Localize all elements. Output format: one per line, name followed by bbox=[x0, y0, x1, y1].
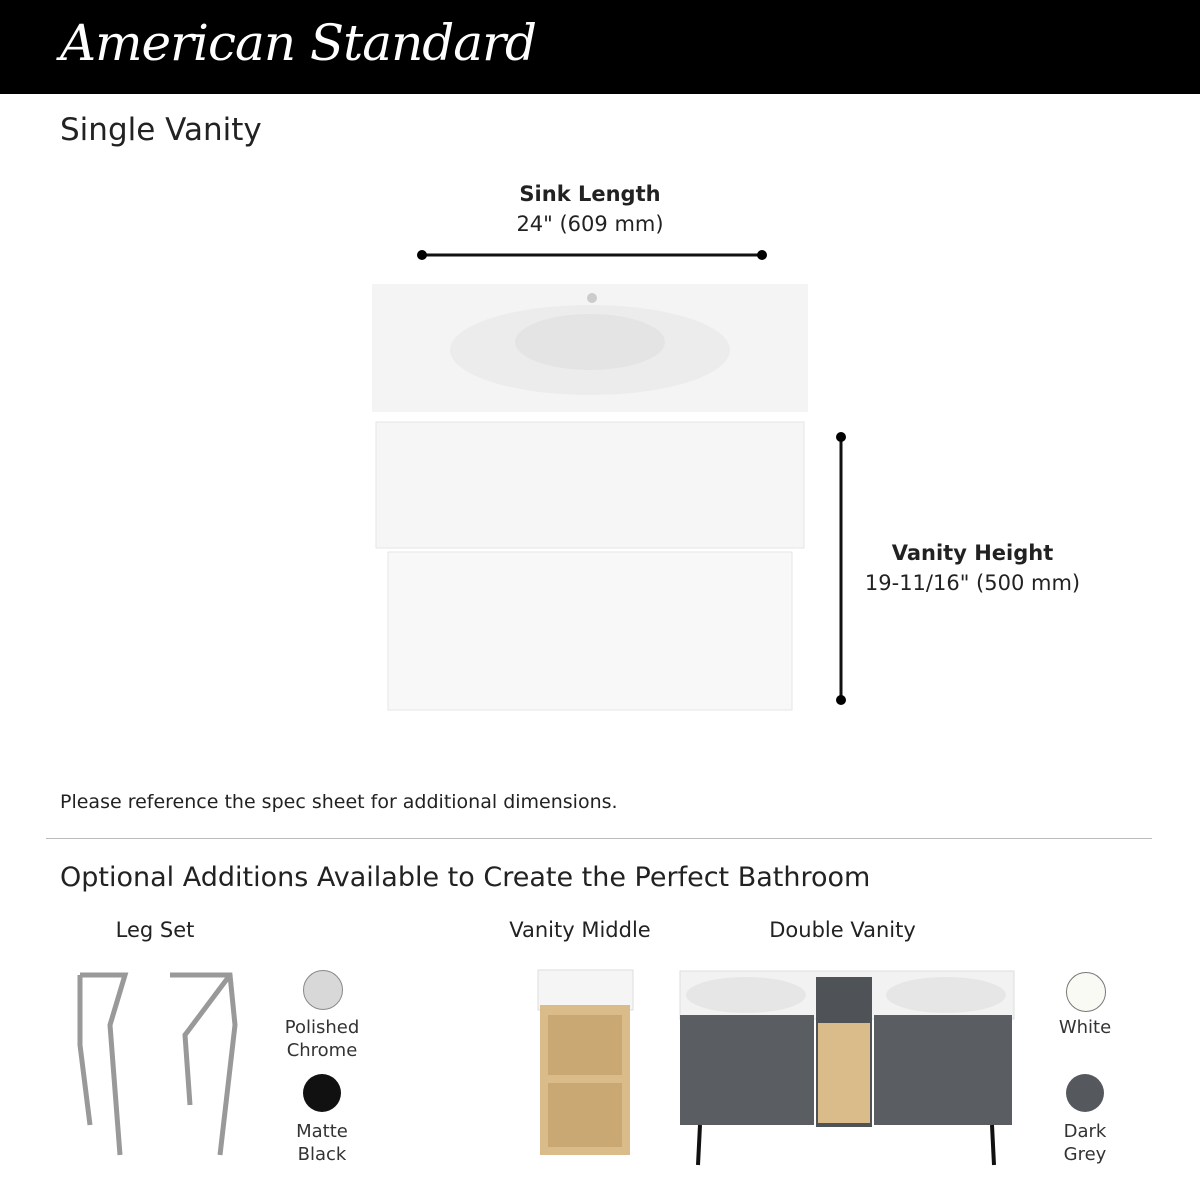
vanity-height-label: Vanity Height bbox=[891, 541, 1054, 565]
finish-name: Matte bbox=[296, 1121, 348, 1142]
vanity-illustration bbox=[370, 280, 810, 712]
sink-length-label: Sink Length bbox=[519, 182, 661, 206]
spec-note: Please reference the spec sheet for additional dimensions. bbox=[60, 791, 618, 813]
white-swatch bbox=[1066, 972, 1106, 1012]
polished-chrome-swatch bbox=[303, 970, 343, 1010]
brand-logo: American Standard bbox=[60, 14, 536, 72]
white-label bbox=[1025, 1016, 1145, 1039]
finish-name: White bbox=[1058, 1017, 1112, 1038]
page-title: Single Vanity bbox=[60, 112, 262, 148]
leg-set-image bbox=[70, 965, 250, 1165]
dark-grey-label bbox=[1025, 1120, 1145, 1166]
dark-grey-swatch bbox=[1066, 1074, 1104, 1112]
vanity-middle-image bbox=[530, 965, 640, 1165]
finish-name: Black bbox=[297, 1144, 347, 1165]
divider bbox=[46, 838, 1152, 839]
polished-chrome-label bbox=[262, 1016, 382, 1062]
finish-name: Polished bbox=[284, 1017, 360, 1038]
double-vanity-image bbox=[676, 965, 1018, 1170]
matte-black-swatch bbox=[303, 1074, 341, 1112]
finish-name: Dark bbox=[1063, 1121, 1107, 1142]
additions-title: Optional Additions Available to Create the Perfect Bathroom bbox=[60, 862, 871, 893]
double-vanity-label: Double Vanity bbox=[769, 918, 916, 942]
vanity-middle-label: Vanity Middle bbox=[509, 918, 651, 942]
finish-name: Grey bbox=[1063, 1144, 1107, 1165]
sink-length-value: 24" (609 mm) bbox=[516, 212, 664, 236]
leg-set-label: Leg Set bbox=[115, 918, 195, 942]
matte-black-label bbox=[262, 1120, 382, 1166]
finish-name: Chrome bbox=[286, 1040, 358, 1061]
vanity-height-value: 19-11/16" (500 mm) bbox=[864, 571, 1081, 595]
